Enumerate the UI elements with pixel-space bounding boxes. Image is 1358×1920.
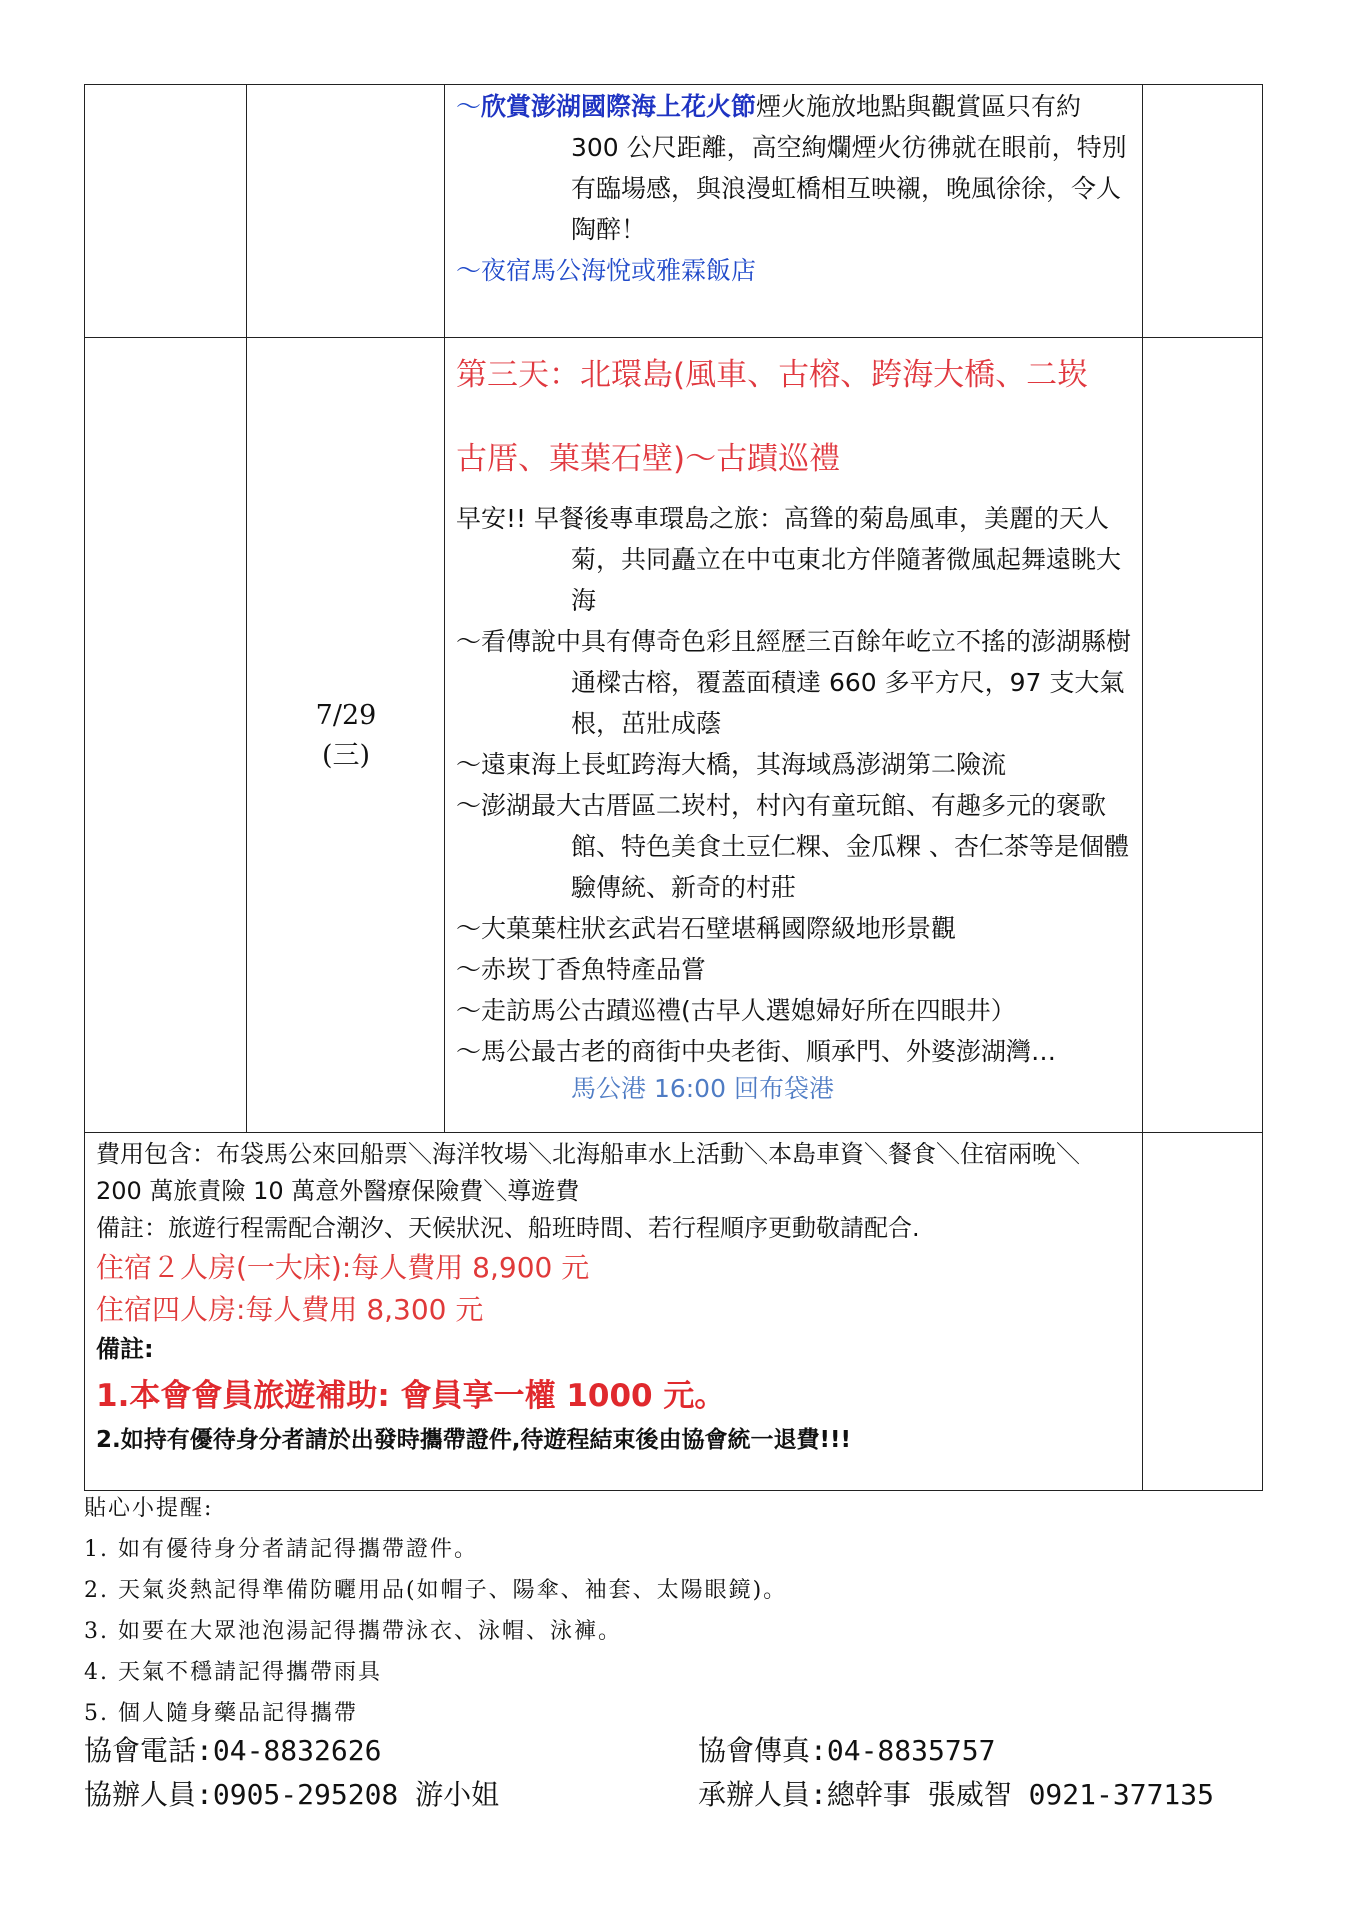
fireworks-highlight: 欣賞澎湖國際海上花火節 [481, 92, 757, 121]
hotel-line: ～夜宿馬公海悅或雅霖飯店 [456, 256, 757, 285]
fireworks-description: 煙火施放地點與觀賞區只有約 300 公尺距離，高空絢爛煙火彷彿就在眼前，特別有臨場感，與浪漫虹橋相互映襯，晚風徐徐，令人陶醉！ [571, 92, 1127, 244]
organizer-contact: 承辦人員:總幹事 張威智 0921-377135 [698, 1778, 1215, 1811]
member-subsidy: 1.本會會員旅遊補助: 會員享一權 1000 元。 [96, 1378, 726, 1414]
list-item: 4. 天氣不穩請記得攜帶雨具 [84, 1660, 382, 1685]
remarks-label: 備註: [96, 1335, 154, 1363]
day3-activities [456, 354, 1136, 1106]
day3-date: 7/29 [315, 700, 377, 731]
fireworks-paragraph [456, 86, 1136, 250]
price-quad-room: 住宿四人房:每人費用 8,300 元 [96, 1293, 484, 1326]
list-item: 5. 個人隨身藥品記得攜帶 [84, 1701, 358, 1726]
list-item: 早安!! 早餐後專車環島之旅：高聳的菊島風車，美麗的天人菊，共同矗立在中屯東北方伴隨著微風起舞遠眺大海 [456, 504, 1122, 615]
list-item: ～馬公最古老的商街中央老街、順承門、外婆澎湖灣… [456, 1037, 1057, 1066]
list-item: ～赤崁丁香魚特產品嘗 [456, 955, 707, 984]
association-phone: 協會電話:04-8832626 [84, 1734, 382, 1767]
assistant-contact: 協辦人員:0905-295208 游小姐 [84, 1778, 500, 1811]
return-ferry-time: 馬公港 16:00 回布袋港 [571, 1074, 834, 1103]
list-item: ～遠東海上長虹跨海大橋，其海域爲澎湖第二險流 [456, 750, 1007, 779]
day3-heading-line2: 古厝、菓葉石壁)～古蹟巡禮 [456, 441, 841, 477]
day3-heading-line1: 第三天：北環島(風車、古榕、跨海大橋、二崁 [456, 357, 1089, 393]
fireworks-prefix: ～ [456, 92, 482, 121]
fees-includes: 費用包含：布袋馬公來回船票＼海洋牧場＼北海船車水上活動＼本島車資＼餐食＼住宿兩晚＼ 200 萬旅責險 10 萬意外醫療保險費＼導遊費 [96, 1140, 1080, 1205]
list-item: 1. 如有優待身分者請記得攜帶證件。 [84, 1537, 478, 1562]
fees-note: 備註：旅遊行程需配合潮汐、天候狀況、船班時間、若行程順序更動敬請配合. [96, 1214, 920, 1242]
refund-note: 2.如持有優待身分者請於出發時攜帶證件,待遊程結束後由協會統一退費!!! [96, 1427, 851, 1453]
day3-weekday: (三) [321, 740, 371, 771]
list-item: ～看傳說中具有傳奇色彩且經歷三百餘年屹立不搖的澎湖縣樹通樑古榕，覆蓋面積達 660 多平方尺，97 支大氣根，茁壯成蔭 [456, 627, 1132, 738]
price-double-room: 住宿２人房(一大床):每人費用 8,900 元 [96, 1251, 590, 1284]
association-fax: 協會傳真:04-8835757 [698, 1734, 996, 1767]
list-item: ～大菓葉柱狀玄武岩石壁堪稱國際級地形景觀 [456, 914, 957, 943]
reminders-title: 貼心小提醒: [84, 1496, 214, 1521]
list-item: ～澎湖最大古厝區二崁村，村內有童玩館、有趣多元的褒歌館、特色美食土豆仁粿、金瓜粿 、杏仁茶等是個體驗傳統、新奇的村莊 [456, 791, 1129, 902]
day3-date-cell [248, 696, 444, 776]
fees-section [96, 1136, 1126, 1460]
day2-activities [456, 86, 1136, 291]
list-item: 2. 天氣炎熱記得準備防曬用品(如帽子、陽傘、袖套、太陽眼鏡)。 [84, 1578, 788, 1603]
list-item: ～走訪馬公古蹟巡禮(古早人選媳婦好所在四眼井） [456, 996, 1016, 1025]
reminders-section [84, 1488, 1284, 1734]
list-item: 3. 如要在大眾池泡湯記得攜帶泳衣、泳帽、泳褲。 [84, 1619, 622, 1644]
day3-item-list [456, 498, 1136, 1106]
